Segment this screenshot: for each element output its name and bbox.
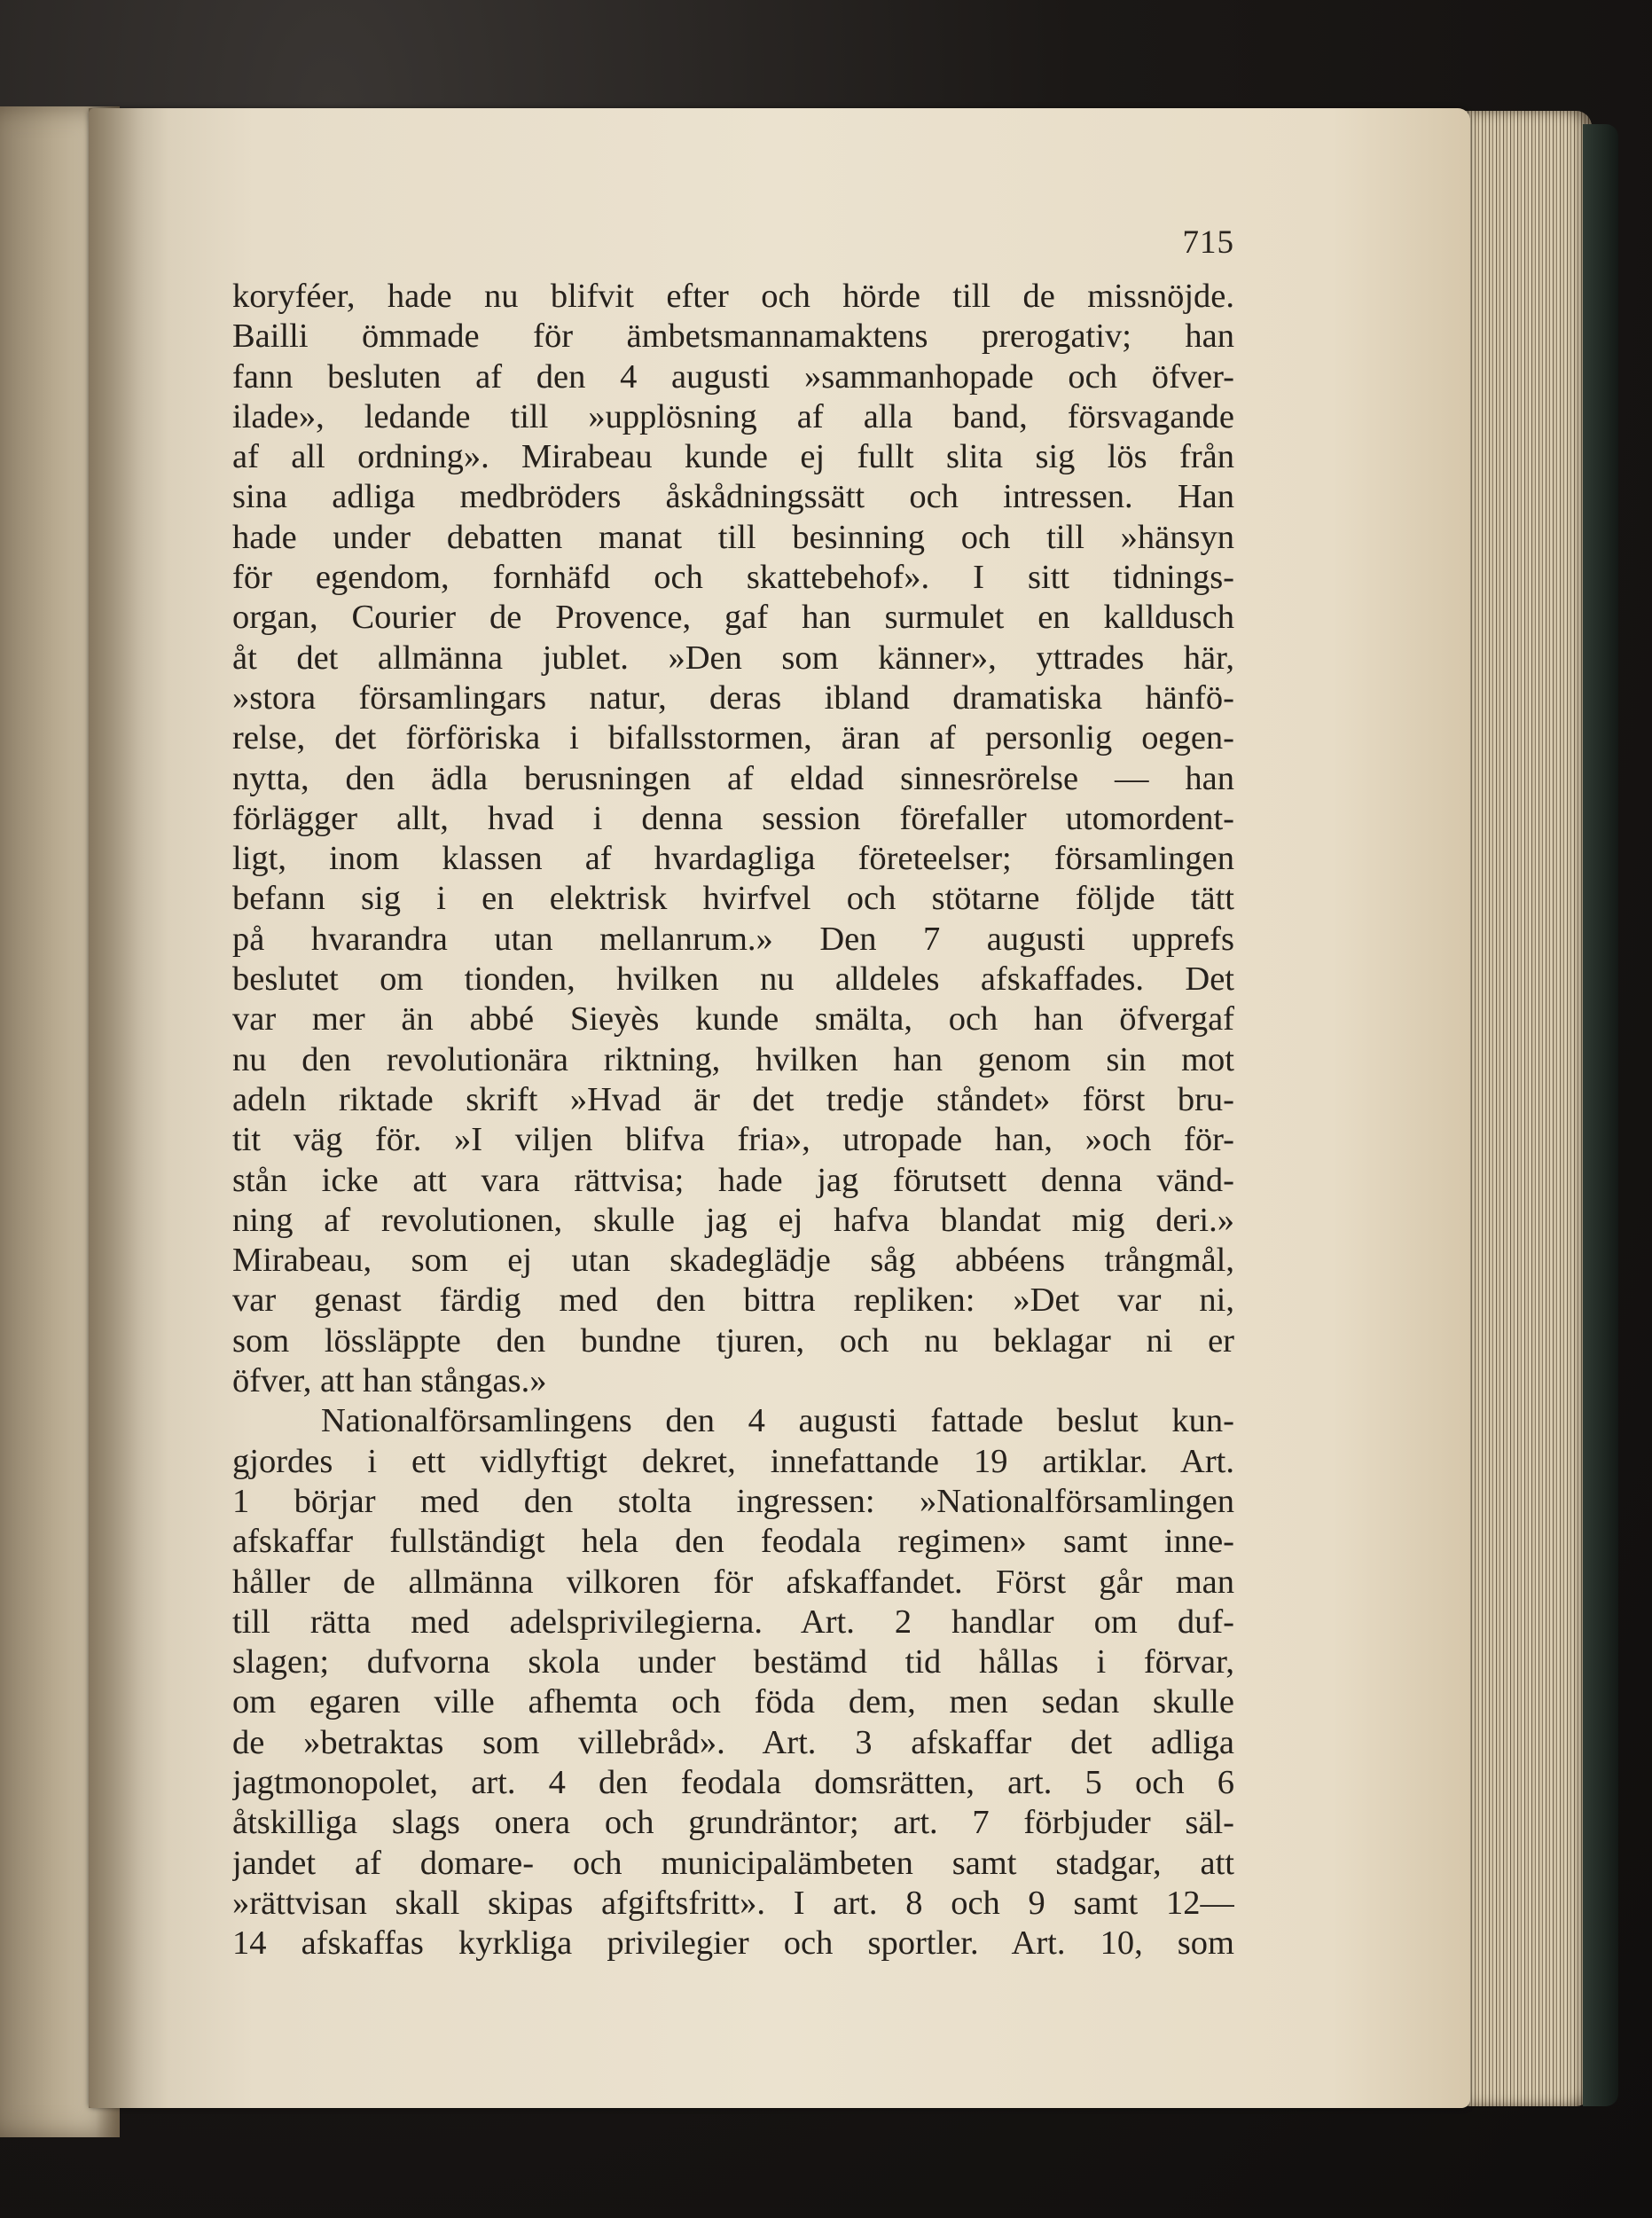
text-line: »stora församlingars natur, deras ibland dramatiska hänfö- — [232, 678, 1234, 717]
text-line: adeln riktade skrift »Hvad är det tredje ståndet» först bru- — [232, 1080, 1234, 1118]
text-line: nytta, den ädla berusningen af eldad sinnesrörelse — han — [232, 759, 1234, 797]
text-line: som lössläppte den bundne tjuren, och nu beklagar ni er — [232, 1321, 1234, 1360]
text-line: fann besluten af den 4 augusti »sammanhopade och öfver- — [232, 357, 1234, 396]
text-line: hade under debatten manat till besinning och till »hänsyn — [232, 518, 1234, 556]
text-line: koryféer, hade nu blifvit efter och hörde till de missnöjde. — [232, 278, 1234, 315]
text-line: gjordes i ett vidlyftigt dekret, innefattande 19 artiklar. Art. — [232, 1442, 1234, 1480]
text-line: af all ordning». Mirabeau kunde ej fullt slita sig lös från — [232, 438, 1234, 476]
text-line: Bailli ömmade för ämbetsmannamaktens prerogativ; han — [232, 317, 1234, 356]
text-line: organ, Courier de Provence, gaf han surmulet en kalldusch — [232, 599, 1234, 637]
text-line: stån icke att vara rättvisa; hade jag förutsett denna vänd- — [232, 1161, 1234, 1199]
text-line: var mer än abbé Sieyès kunde smälta, och han öfvergaf — [232, 1000, 1234, 1038]
text-line: Nationalförsamlingens den 4 augusti fattade beslut kun- — [321, 1402, 1234, 1440]
text-line: 14 afskaffas kyrkliga privilegier och sportler. Art. 10, som — [232, 1924, 1234, 1963]
text-line: tit väg för. »I viljen blifva fria», utropade han, »och för- — [232, 1121, 1234, 1159]
text-line: åt det allmänna jublet. »Den som känner», yttrades här, — [232, 639, 1234, 677]
text-line: nu den revolutionära riktning, hvilken han genom sin mot — [232, 1040, 1234, 1078]
body-text — [232, 277, 1234, 1963]
text-line: var genast färdig med den bittra repliken: »Det var ni, — [232, 1281, 1234, 1320]
page-number: 715 — [1182, 224, 1234, 261]
text-line: sina adliga medbröders åskådningssätt och intressen. Han — [232, 478, 1234, 516]
text-line: åtskilliga slags onera och grundräntor; art. 7 förbjuder säl- — [232, 1804, 1234, 1842]
gutter-shadow — [89, 108, 168, 2108]
page-stack-edges — [1454, 111, 1592, 2106]
text-line: relse, det förföriska i bifallsstormen, äran af personlig oegen- — [232, 719, 1234, 757]
text-line: »rättvisan skall skipas afgiftsfritt». I art. 8 och 9 samt 12— — [232, 1884, 1234, 1922]
text-line: 1 börjar med den stolta ingressen: »Nationalförsamlingen — [232, 1482, 1234, 1520]
text-line: förlägger allt, hvad i denna session förefaller utomordent- — [232, 799, 1234, 837]
text-line: befann sig i en elektrisk hvirfvel och stötarne följde tätt — [232, 880, 1234, 918]
text-line: afskaffar fullständigt hela den feodala regimen» samt inne- — [232, 1523, 1234, 1561]
text-line: jandet af domare- och municipalämbeten samt stadgar, att — [232, 1844, 1234, 1882]
text-line: jagtmonopolet, art. 4 den feodala domsrätten, art. 5 och 6 — [232, 1763, 1234, 1801]
text-line: beslutet om tionden, hvilken nu alldeles afskaffades. Det — [232, 960, 1234, 999]
text-line: slagen; dufvorna skola under bestämd tid hållas i förvar, — [232, 1643, 1234, 1681]
text-line: på hvarandra utan mellanrum.» Den 7 augusti upprefs — [232, 920, 1234, 958]
text-line: för egendom, fornhäfd och skattebehof». I sitt tidnings- — [232, 559, 1234, 597]
text-line: ligt, inom klassen af hvardagliga företeelser; församlingen — [232, 840, 1234, 878]
book-cover-edge — [1583, 124, 1618, 2106]
text-line: ning af revolutionen, skulle jag ej hafva blandat mig deri.» — [232, 1201, 1234, 1239]
text-line: öfver, att han stångas.» — [232, 1362, 547, 1400]
text-line: Mirabeau, som ej utan skadeglädje såg abbéens trångmål, — [232, 1242, 1234, 1280]
text-line: de »betraktas som villebråd». Art. 3 afskaffar det adliga — [232, 1723, 1234, 1761]
text-line: håller de allmänna vilkoren för afskaffandet. Först går man — [232, 1563, 1234, 1601]
text-line: ilade», ledande till »upplösning af alla band, försvagande — [232, 397, 1234, 435]
text-line: till rätta med adelsprivilegierna. Art. 2 handlar om duf- — [232, 1603, 1234, 1641]
text-line: om egaren ville afhemta och föda dem, men sedan skulle — [232, 1683, 1234, 1721]
